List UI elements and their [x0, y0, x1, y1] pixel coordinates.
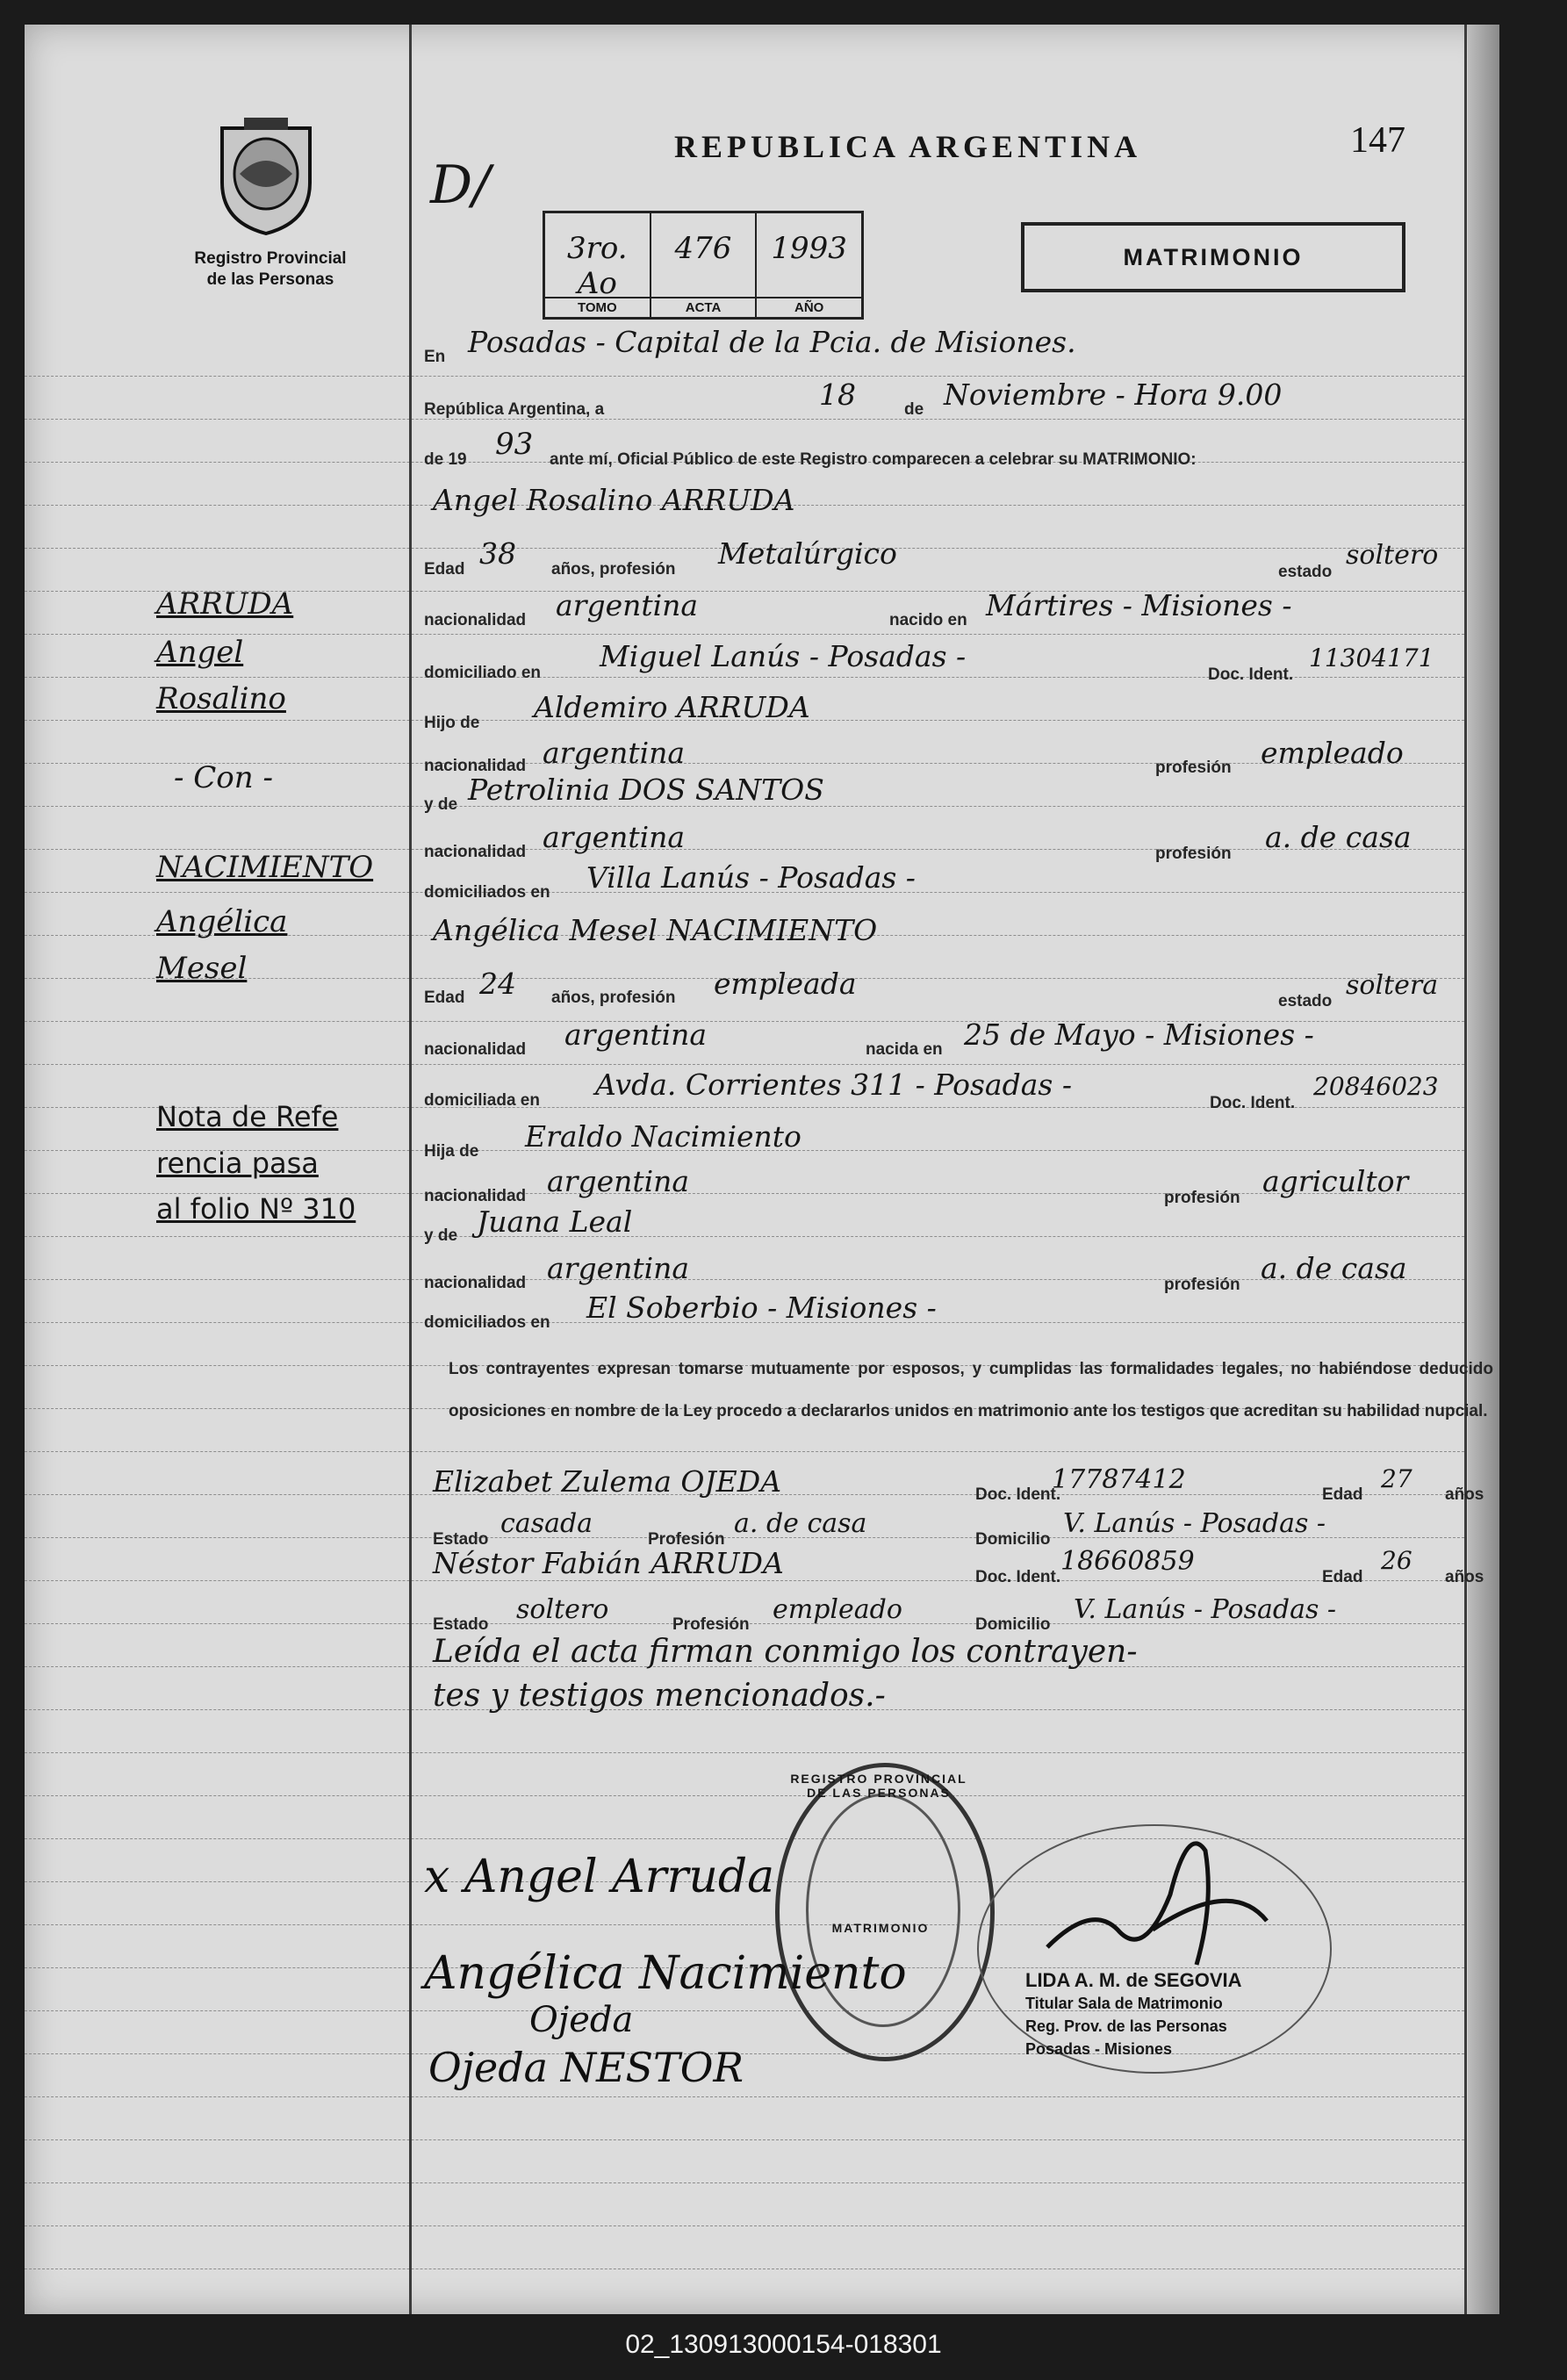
official-title-3: Posadas - Misiones [1025, 2040, 1173, 2058]
groom-age: 38 [479, 536, 516, 571]
witness2-name: Néstor Fabián ARRUDA [433, 1546, 784, 1580]
margin-middlename-bride: Mesel [156, 951, 248, 986]
bride-doc-label: Doc. Ident. [1210, 1094, 1296, 1112]
margin-surname-bride: NACIMIENTO [156, 850, 374, 885]
groom-edad-label: Edad [424, 560, 465, 579]
groom-mother: Petrolinia DOS SANTOS [468, 773, 824, 807]
bride-nationality: argentina [564, 1017, 708, 1052]
signature-witness-2: Ojeda NESTOR [428, 2044, 744, 2091]
margin-surname-groom: ARRUDA [156, 586, 294, 622]
closing-line-2: tes y testigos mencionados.- [433, 1678, 886, 1714]
bride-mother-nationality: argentina [547, 1251, 690, 1285]
bride-parents-dom-label: domiciliados en [424, 1313, 550, 1332]
declaration-text: Los contrayentes expresan tomarse mutuamente por esposos, y cumplidas las formalidades legales, no habiéndose deducido oposiciones en nombre de la Ley procedo a declararlos unidos en matrimonio ante los testigos que acreditan su habilidad nupcial. [449, 1360, 1493, 1420]
ruled-line [25, 1279, 1464, 1281]
signature-groom: x Angel Arruda [424, 1851, 775, 1903]
day-value: 18 [819, 377, 856, 412]
bride-mother-prof-label: profesión [1164, 1276, 1240, 1294]
witness2-age: 26 [1381, 1546, 1412, 1575]
bride-civil-status: soltera [1346, 970, 1439, 1001]
witness1-age: 27 [1381, 1464, 1412, 1493]
appearance-text: ante mí, Oficial Público de este Registro comparecen a celebrar su MATRIMONIO: [550, 450, 1197, 469]
image-code: 02_130913000154-018301 [625, 2330, 942, 2359]
witness1-domicile-label: Domicilio [975, 1530, 1051, 1549]
ruled-line [25, 2139, 1464, 2141]
witness1-edad-label: Edad [1322, 1485, 1363, 1504]
bride-mother: Juana Leal [477, 1204, 633, 1239]
en-label: En [424, 348, 446, 366]
year-suffix: 93 [495, 427, 534, 462]
groom-father-label: Hijo de [424, 714, 480, 732]
bride-edad-label: Edad [424, 989, 465, 1007]
groom-doc-number: 11304171 [1309, 644, 1434, 672]
groom-mother-prof-label: profesión [1155, 845, 1232, 863]
bride-father-nationality: argentina [547, 1164, 690, 1198]
tomo-label: TOMO [545, 297, 650, 317]
acta-value: 476 [674, 231, 732, 266]
official-name: LIDA A. M. de SEGOVIA [1025, 1969, 1242, 1991]
witness2-edad-label: Edad [1322, 1568, 1363, 1586]
witness2-domicile: V. Lanús - Posadas - [1074, 1594, 1337, 1625]
ruled-line [25, 1236, 1464, 1238]
bride-profession-label: años, profesión [551, 989, 676, 1007]
provincial-crest-logo [213, 112, 319, 235]
bride-father-prof-label: profesión [1164, 1189, 1240, 1207]
ruled-line [25, 1795, 1464, 1797]
witness1-domicile: V. Lanús - Posadas - [1063, 1508, 1326, 1539]
bride-domicile: Avda. Corrientes 311 - Posadas - [595, 1068, 1072, 1102]
signature-bride: Angélica Nacimiento [424, 1947, 907, 2000]
groom-nationality: argentina [556, 588, 699, 622]
tomo-cell [545, 213, 651, 317]
bride-birthplace: 25 de Mayo - Misiones - [964, 1017, 1314, 1052]
round-seal-top-text: REGISTRO PROVINCIAL DE LAS PERSONAS [790, 1772, 967, 1800]
ruled-line [25, 1580, 1464, 1582]
witness2-doc-number: 18660859 [1060, 1546, 1195, 1577]
witness1-civil-status: casada [500, 1508, 593, 1539]
ruled-line [25, 1451, 1464, 1453]
groom-domicile: Miguel Lanús - Posadas - [600, 639, 967, 673]
witness2-anos-label: años [1445, 1568, 1484, 1586]
margin-con: - Con - [174, 760, 273, 795]
bride-estado-label: estado [1278, 992, 1333, 1010]
witness2-profession-label: Profesión [672, 1615, 750, 1634]
bride-mother-profession: a. de casa [1261, 1251, 1407, 1285]
registry-name [165, 248, 376, 291]
groom-parents-domicile: Villa Lanús - Posadas - [586, 860, 916, 895]
ruled-line [25, 2182, 1464, 2184]
round-seal-mid-text: MATRIMONIO [831, 1921, 930, 1935]
witness1-doc-label: Doc. Ident. [975, 1485, 1061, 1504]
month-time-value: Noviembre - Hora 9.00 [944, 377, 1283, 412]
acta-reference-box [543, 211, 864, 320]
witness1-anos-label: años [1445, 1485, 1484, 1504]
groom-doc-label: Doc. Ident. [1208, 665, 1294, 684]
top-scribble: D/ [430, 155, 491, 216]
groom-profession-label: años, profesión [551, 560, 676, 579]
margin-note-line3: al folio Nº 310 [156, 1192, 356, 1226]
witness1-name: Elizabet Zulema OJEDA [433, 1464, 782, 1499]
acta-cell [651, 213, 758, 317]
groom-estado-label: estado [1278, 563, 1333, 581]
witness2-doc-label: Doc. Ident. [975, 1568, 1061, 1586]
signature-witness-1: Ojeda [529, 2000, 634, 2040]
ano-label: AÑO [757, 297, 861, 317]
groom-civil-status: soltero [1346, 540, 1439, 571]
groom-mother-nat-label: nacionalidad [424, 843, 527, 861]
bride-profession: empleada [714, 967, 857, 1001]
acta-label: ACTA [651, 297, 756, 317]
ruled-line [25, 419, 1464, 421]
margin-middlename-groom: Rosalino [156, 681, 286, 716]
country-title: REPUBLICA ARGENTINA [674, 129, 1142, 164]
groom-mother-nationality: argentina [543, 820, 686, 854]
official-signature-scribble [1021, 1798, 1284, 1982]
official-title-2: Reg. Prov. de las Personas [1025, 2017, 1227, 2035]
bride-nationality-label: nacionalidad [424, 1040, 527, 1059]
year-prefix: de 19 [424, 450, 467, 469]
witness2-domicile-label: Domicilio [975, 1615, 1051, 1634]
ruled-line [25, 2269, 1464, 2270]
groom-mother-profession: a. de casa [1265, 820, 1412, 854]
record-type-box: MATRIMONIO [1021, 222, 1405, 292]
ruled-line [25, 1752, 1464, 1754]
witness1-doc-number: 17787412 [1052, 1464, 1186, 1495]
witness1-profession-label: Profesión [648, 1530, 725, 1549]
witness2-estado-label: Estado [433, 1615, 489, 1634]
groom-nationality-label: nacionalidad [424, 611, 527, 629]
tomo-value: 3ro. Ao [567, 231, 628, 301]
official-stamp [1025, 1969, 1315, 2060]
groom-born-label: nacido en [889, 611, 967, 629]
place-value: Posadas - Capital de la Pcia. de Misiones. [468, 325, 1076, 359]
groom-profession: Metalúrgico [718, 536, 897, 571]
de-label: de [904, 400, 924, 419]
ruled-line [25, 2225, 1464, 2227]
closing-line-1: Leída el acta firman conmigo los contrayen- [433, 1634, 1138, 1670]
right-vertical-line [1464, 25, 1467, 2314]
groom-father-nat-label: nacionalidad [424, 757, 527, 775]
groom-father-nationality: argentina [543, 736, 686, 770]
bride-father: Eraldo Nacimiento [525, 1119, 801, 1154]
margin-note-line1: Nota de Refe [156, 1100, 339, 1133]
bride-domicile-label: domiciliada en [424, 1091, 540, 1110]
margin-note-line2: rencia pasa [156, 1147, 319, 1180]
bride-father-nat-label: nacionalidad [424, 1187, 527, 1205]
witness1-profession: a. de casa [734, 1508, 867, 1539]
margin-firstname-bride: Angélica [156, 904, 288, 939]
ano-value: 1993 [771, 231, 847, 266]
bride-name: Angélica Mesel NACIMIENTO [433, 913, 878, 947]
ruled-line [25, 2096, 1464, 2098]
registry-name-line2: de las Personas [206, 270, 334, 289]
witness2-civil-status: soltero [516, 1594, 609, 1625]
margin-firstname-groom: Angel [156, 635, 244, 670]
bride-age: 24 [479, 967, 516, 1001]
witness1-estado-label: Estado [433, 1530, 489, 1549]
bride-father-label: Hija de [424, 1142, 479, 1161]
groom-parents-dom-label: domiciliados en [424, 883, 550, 902]
bride-parents-domicile: El Soberbio - Misiones - [586, 1291, 937, 1325]
groom-domicile-label: domiciliado en [424, 664, 542, 682]
ruled-line [25, 1064, 1464, 1066]
groom-name: Angel Rosalino ARRUDA [433, 483, 795, 517]
groom-father-prof-label: profesión [1155, 759, 1232, 777]
official-title-1: Titular Sala de Matrimonio [1025, 1995, 1223, 2012]
country-label: República Argentina, a [424, 400, 605, 419]
bride-mother-label: y de [424, 1226, 458, 1245]
folio-number: 147 [1350, 120, 1405, 161]
groom-mother-label: y de [424, 795, 458, 814]
groom-birthplace: Mártires - Misiones - [986, 588, 1292, 622]
bride-father-profession: agricultor [1262, 1164, 1409, 1198]
ano-cell [757, 213, 861, 317]
bride-doc-number: 20846023 [1313, 1072, 1439, 1101]
register-page [25, 25, 1499, 2314]
registry-name-line1: Registro Provincial [194, 249, 347, 268]
witness2-profession: empleado [773, 1594, 902, 1625]
groom-father: Aldemiro ARRUDA [534, 690, 810, 724]
page-binding [1468, 25, 1499, 2314]
groom-father-profession: empleado [1261, 736, 1404, 770]
bride-mother-nat-label: nacionalidad [424, 1274, 527, 1292]
bride-born-label: nacida en [866, 1040, 943, 1059]
